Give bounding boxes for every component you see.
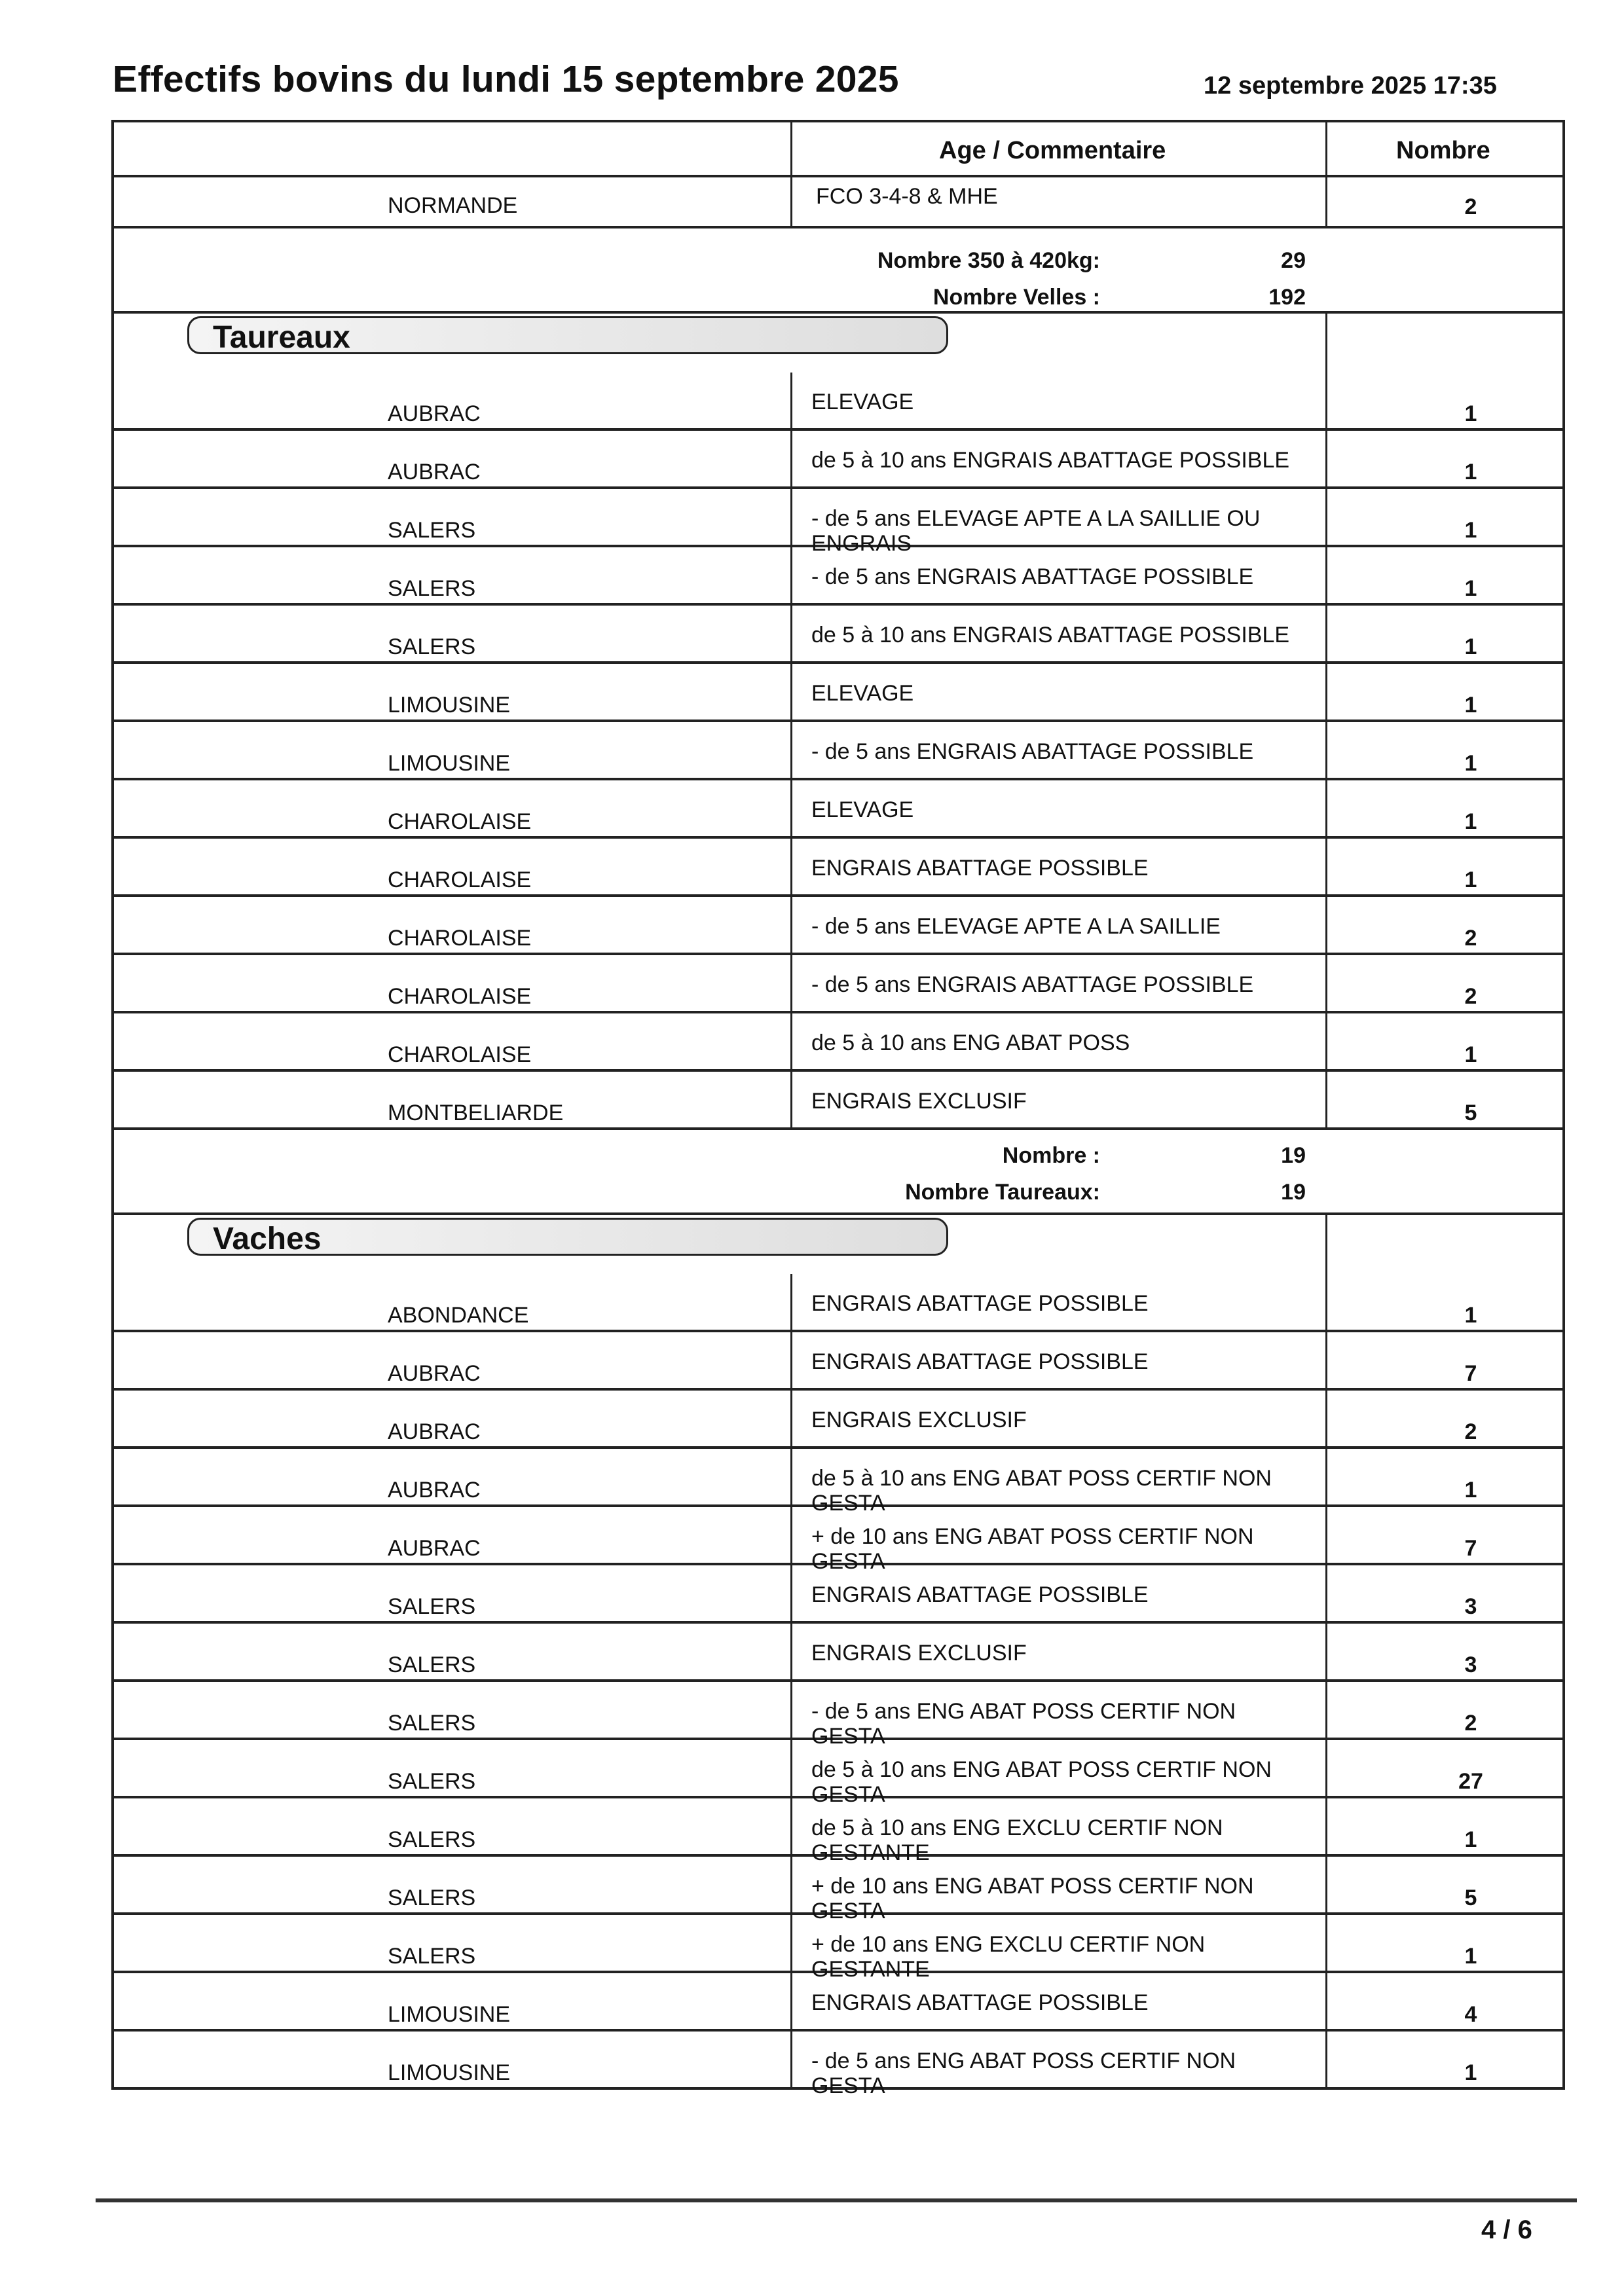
comment-cell: de 5 à 10 ans ENG ABAT POSS CERTIF NON GESTA: [811, 1757, 1272, 1807]
breed-cell: AUBRAC: [388, 460, 481, 484]
footer-divider: [96, 2198, 1577, 2202]
count-cell: 7: [1464, 1536, 1477, 1561]
comment-cell: - de 5 ans ENG ABAT POSS CERTIF NON GESTA: [811, 1699, 1236, 1749]
table-row: [111, 1507, 1565, 1574]
count-cell: 2: [1464, 984, 1477, 1009]
table-row: [111, 1013, 1565, 1072]
column-header-count: Nombre: [1396, 137, 1490, 164]
comment-cell: ENGRAIS ABATTAGE POSSIBLE: [811, 1582, 1149, 1607]
breed-cell: CHAROLAISE: [388, 1042, 532, 1067]
comment-cell: de 5 à 10 ans ENG EXCLU CERTIF NON GESTANTE: [811, 1815, 1223, 1865]
count-cell: 1: [1464, 751, 1477, 776]
breed-cell: ABONDANCE: [388, 1303, 529, 1328]
breed-cell: LIMOUSINE: [388, 2002, 511, 2027]
comment-cell: de 5 à 10 ans ENGRAIS ABATTAGE POSSIBLE: [811, 448, 1290, 473]
count-cell: 1: [1464, 1478, 1477, 1503]
count-cell: 1: [1464, 576, 1477, 601]
count-cell: 1: [1464, 634, 1477, 659]
comment-cell: ELEVAGE: [811, 681, 914, 706]
table-row: [111, 1624, 1565, 1682]
breed-cell: SALERS: [388, 1827, 476, 1852]
count-cell: 1: [1464, 1303, 1477, 1328]
comment-cell: + de 10 ans ENG ABAT POSS CERTIF NON GESTA: [811, 1524, 1254, 1574]
comment-cell: - de 5 ans ENGRAIS ABATTAGE POSSIBLE: [811, 564, 1254, 589]
comment-cell: - de 5 ans ENG ABAT POSS CERTIF NON GESTA: [811, 2049, 1236, 2098]
section-header-vaches: [111, 1215, 1565, 1274]
comment-cell: ELEVAGE: [811, 390, 914, 414]
comment-cell: + de 10 ans ENG ABAT POSS CERTIF NON GESTA: [811, 1874, 1254, 1923]
breed-cell: NORMANDE: [388, 193, 518, 218]
count-cell: 2: [1464, 926, 1477, 951]
count-cell: 1: [1464, 2060, 1477, 2085]
section-title: Taureaux: [213, 320, 350, 355]
count-cell: 1: [1464, 693, 1477, 718]
breed-cell: SALERS: [388, 1652, 476, 1677]
count-cell: 1: [1464, 809, 1477, 834]
count-cell: 1: [1464, 401, 1477, 426]
breed-cell: AUBRAC: [388, 1478, 481, 1503]
breed-cell: MONTBELIARDE: [388, 1101, 564, 1125]
summary-label: Nombre 350 à 420kg:: [877, 248, 1100, 273]
table-row: [111, 1565, 1565, 1624]
summary-value: 29: [1281, 248, 1306, 273]
summary-block: [111, 1130, 1565, 1215]
breed-cell: CHAROLAISE: [388, 984, 532, 1009]
table-row: [111, 1682, 1565, 1749]
table-row: [111, 839, 1565, 897]
comment-cell: de 5 à 10 ans ENG ABAT POSS CERTIF NON GESTA: [811, 1466, 1272, 1516]
comment-cell: - de 5 ans ENGRAIS ABATTAGE POSSIBLE: [811, 972, 1254, 997]
count-cell: 1: [1464, 1042, 1477, 1067]
column-header-comment: Age / Commentaire: [939, 137, 1166, 164]
summary-value: 192: [1268, 285, 1306, 310]
table-row: [111, 1072, 1565, 1130]
breed-cell: LIMOUSINE: [388, 751, 511, 776]
breed-cell: CHAROLAISE: [388, 867, 532, 892]
comment-cell: ENGRAIS ABATTAGE POSSIBLE: [811, 1291, 1149, 1316]
count-cell: 1: [1464, 867, 1477, 892]
table-row: [111, 1274, 1565, 1332]
table-row: [111, 664, 1565, 722]
table-row: [111, 955, 1565, 1013]
count-cell: 1: [1464, 518, 1477, 543]
comment-cell: de 5 à 10 ans ENGRAIS ABATTAGE POSSIBLE: [811, 623, 1290, 647]
taureaux-rows: [111, 373, 1565, 1130]
table-row: [111, 1449, 1565, 1516]
comment-cell: de 5 à 10 ans ENG ABAT POSS: [811, 1030, 1130, 1055]
summary-label: Nombre :: [1002, 1143, 1100, 1168]
breed-cell: SALERS: [388, 1944, 476, 1969]
count-cell: 5: [1464, 1886, 1477, 1910]
comment-cell: ENGRAIS EXCLUSIF: [811, 1089, 1027, 1114]
summary-label: Nombre Velles :: [932, 285, 1100, 310]
breed-cell: AUBRAC: [388, 401, 481, 426]
table-row: [111, 1332, 1565, 1391]
summary-value: 19: [1281, 1143, 1306, 1168]
comment-cell: ENGRAIS EXCLUSIF: [811, 1641, 1027, 1666]
breed-cell: SALERS: [388, 1711, 476, 1736]
count-cell: 2: [1464, 1711, 1477, 1736]
breed-cell: SALERS: [388, 1886, 476, 1910]
comment-cell: ENGRAIS ABATTAGE POSSIBLE: [811, 856, 1149, 881]
table-row: [111, 1915, 1565, 1982]
print-date: 12 septembre 2025 17:35: [1204, 72, 1497, 100]
count-cell: 1: [1464, 1944, 1477, 1969]
breed-cell: AUBRAC: [388, 1419, 481, 1444]
count-cell: 2: [1464, 1419, 1477, 1444]
breed-cell: SALERS: [388, 1769, 476, 1794]
page-title: Effectifs bovins du lundi 15 septembre 2025: [113, 58, 899, 100]
summary-label: Nombre Taureaux:: [905, 1180, 1100, 1205]
table-row: [111, 897, 1565, 955]
comment-cell: - de 5 ans ELEVAGE APTE A LA SAILLIE: [811, 914, 1221, 939]
comment-cell: ENGRAIS ABATTAGE POSSIBLE: [811, 1990, 1149, 2015]
comment-cell: - de 5 ans ELEVAGE APTE A LA SAILLIE OU ENGRAIS: [811, 506, 1261, 556]
summary-block: [111, 228, 1565, 314]
breed-cell: SALERS: [388, 634, 476, 659]
table-row: [111, 489, 1565, 556]
table-row: [111, 547, 1565, 606]
comment-cell: - de 5 ans ENGRAIS ABATTAGE POSSIBLE: [811, 739, 1254, 764]
comment-cell: FCO 3-4-8 & MHE: [816, 184, 998, 209]
table-row: [111, 1391, 1565, 1449]
breed-cell: LIMOUSINE: [388, 2060, 511, 2085]
table-row: [111, 431, 1565, 489]
count-cell: 1: [1464, 1827, 1477, 1852]
count-cell: 7: [1464, 1361, 1477, 1386]
summary-value: 19: [1281, 1180, 1306, 1205]
section-pill: [187, 316, 948, 354]
count-cell: 2: [1464, 194, 1477, 219]
table-row: [111, 780, 1565, 839]
breed-cell: SALERS: [388, 1594, 476, 1619]
table-row: [111, 1857, 1565, 1923]
section-title: Vaches: [213, 1222, 322, 1256]
table-row: [111, 2032, 1565, 2098]
breed-cell: CHAROLAISE: [388, 926, 532, 951]
count-cell: 5: [1464, 1101, 1477, 1125]
comment-cell: ELEVAGE: [811, 797, 914, 822]
breed-cell: LIMOUSINE: [388, 693, 511, 718]
breed-cell: CHAROLAISE: [388, 809, 532, 834]
comment-cell: + de 10 ans ENG EXCLU CERTIF NON GESTANTE: [811, 1932, 1206, 1982]
table-row: [111, 1798, 1565, 1865]
table-row: [111, 373, 1565, 431]
table-header: [111, 120, 1565, 177]
count-cell: 4: [1464, 2002, 1477, 2027]
section-header-taureaux: [111, 314, 1565, 373]
breed-cell: SALERS: [388, 576, 476, 601]
count-cell: 3: [1464, 1652, 1477, 1677]
count-cell: 27: [1458, 1769, 1483, 1794]
breed-cell: AUBRAC: [388, 1536, 481, 1561]
livestock-table: [111, 120, 1565, 2098]
breed-cell: SALERS: [388, 518, 476, 543]
comment-cell: ENGRAIS ABATTAGE POSSIBLE: [811, 1349, 1149, 1374]
table-row: [111, 1740, 1565, 1807]
table-row: [111, 177, 1565, 228]
count-cell: 3: [1464, 1594, 1477, 1619]
count-cell: 1: [1464, 460, 1477, 484]
breed-cell: AUBRAC: [388, 1361, 481, 1386]
vaches-rows: [111, 1274, 1565, 2098]
table-row: [111, 722, 1565, 780]
section-pill: [187, 1218, 948, 1256]
table-row: [111, 606, 1565, 664]
table-row: [111, 1973, 1565, 2032]
page-number: 4 / 6: [1481, 2215, 1532, 2244]
comment-cell: ENGRAIS EXCLUSIF: [811, 1408, 1027, 1432]
